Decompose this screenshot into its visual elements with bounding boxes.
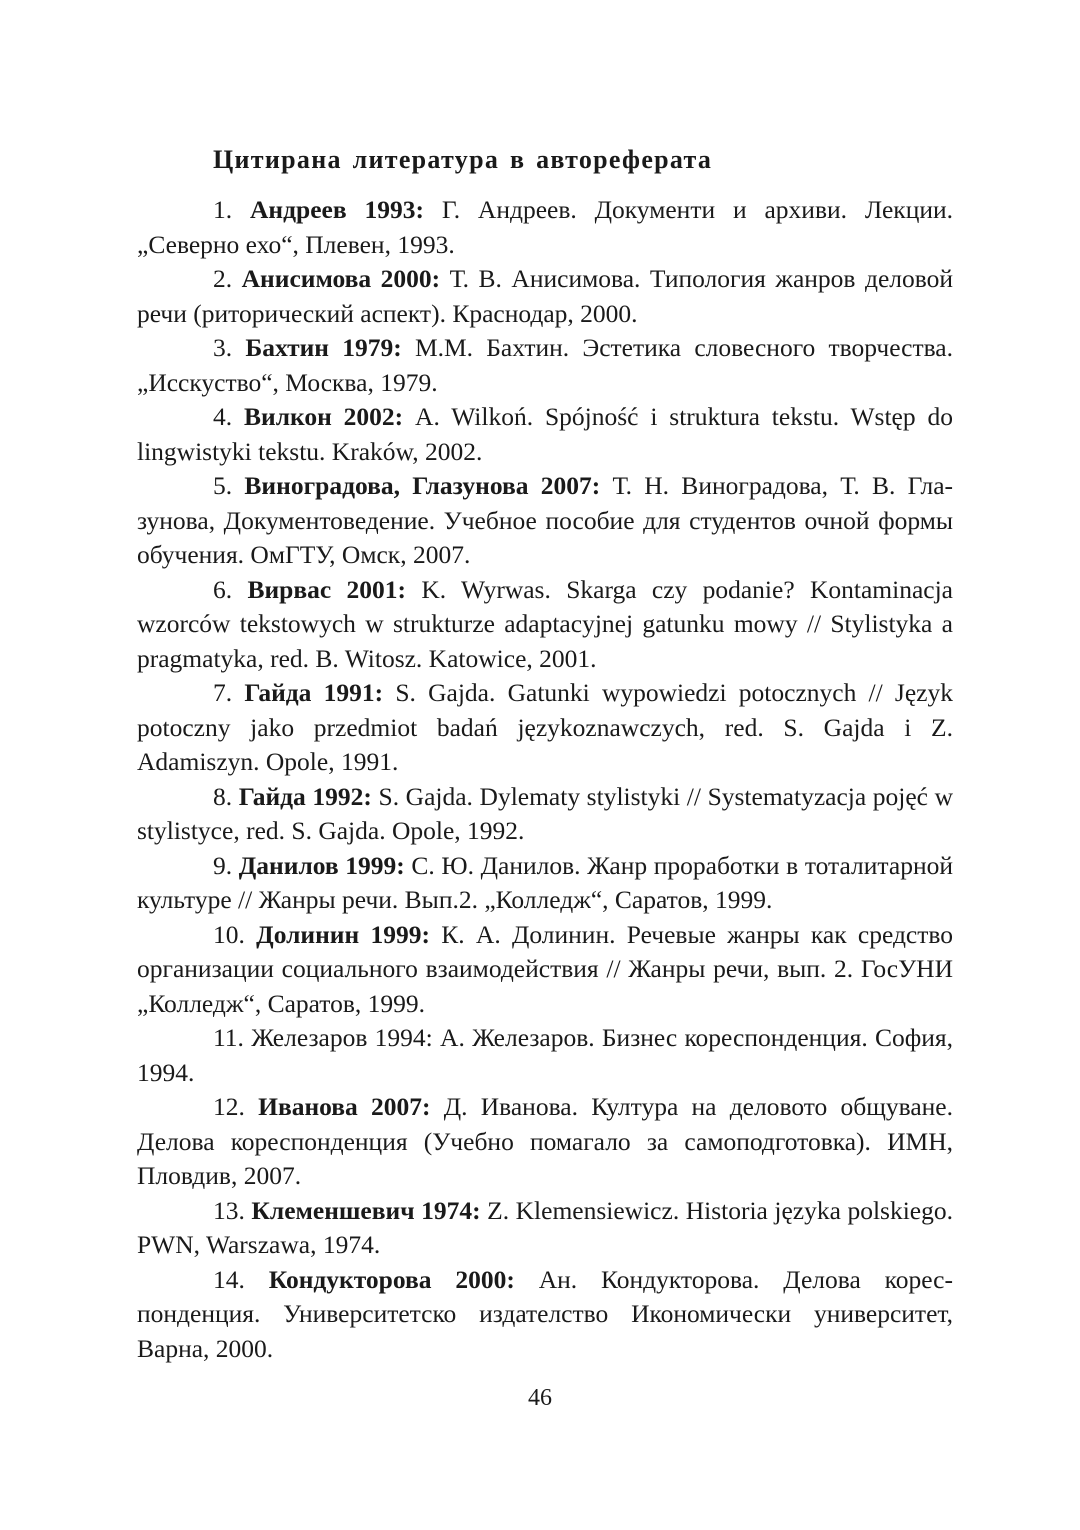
reference-text: Г. Андреев. Документи и архиви. Лекции. „Северно ехо“, Плевен, 1993.	[137, 195, 954, 259]
reference-number: 3.	[213, 333, 233, 362]
document-page	[137, 140, 953, 1366]
reference-number: 7.	[213, 678, 233, 707]
reference-list	[137, 193, 953, 1366]
page-number: 46	[528, 1385, 552, 1411]
reference-author: Анисимова 2000:	[241, 264, 441, 293]
reference-number: 4.	[213, 402, 233, 431]
reference-text: A. Wilkoń. Spójność i struktura tekstu. Wstęp do lingwistyki tekstu. Kraków, 2002.	[137, 402, 953, 466]
reference-author: Бахтин 1979:	[245, 333, 402, 362]
reference-number: 14.	[213, 1264, 245, 1294]
reference-item	[137, 780, 953, 849]
reference-text: K. Wyrwas. Skarga czy podanie? Kontaminacja wzorców tekstowych w strukturze adaptacyjnej gatunku mowy // Stylistyka a pragmatyka, red. B. Witosz. Katowice, 2001.	[137, 574, 954, 673]
reference-text: А. Железаров. Бизнес кореспонденция. София, 1994.	[137, 1023, 954, 1087]
reference-text: С. Ю. Данилов. Жанр проработки в тоталитарной культуре // Жанры речи. Вып.2. „Колледж“, Саратов, 1999.	[137, 850, 953, 914]
reference-author: Виноградова, Глазунова 2007:	[244, 471, 601, 500]
reference-item	[137, 262, 953, 331]
reference-author: Иванова 2007:	[258, 1092, 431, 1121]
reference-number: 11.	[213, 1023, 244, 1052]
reference-author: Вирвас 2001:	[247, 574, 407, 604]
reference-item	[137, 676, 953, 780]
section-heading: Цитирана литература в автореферата	[213, 145, 713, 174]
reference-author: Клеменшевич 1974:	[251, 1195, 481, 1225]
reference-text: К. А. Долинин. Речевые жанры как средство организации социального взаимодействия // Жанры речи, вып. 2. ГосУНИ „Колледж“, Саратов, 1999.	[137, 919, 954, 1018]
reference-item	[137, 918, 953, 1022]
reference-number: 6.	[213, 574, 233, 604]
reference-number: 8.	[213, 781, 233, 811]
reference-author: Гайда 1992:	[238, 781, 372, 811]
reference-number: 5.	[213, 471, 233, 500]
reference-text: Z. Klemensiewicz. Historia języka polskiego. PWN, Warszawa, 1974.	[137, 1195, 954, 1259]
reference-item	[137, 1090, 953, 1194]
reference-item	[137, 469, 953, 573]
reference-number: 12.	[213, 1092, 245, 1121]
reference-number: 10.	[213, 919, 245, 949]
reference-author: Долинин 1999:	[256, 919, 430, 949]
reference-item	[137, 193, 953, 262]
reference-text: S. Gajda. Dylematy stylistyki // Systematyzacja pojęć w stylistyce, red. S. Gajda. Opole, 1992.	[137, 781, 954, 845]
reference-item	[137, 1194, 953, 1263]
reference-item	[137, 331, 953, 400]
reference-author: Вилкон 2002:	[244, 402, 404, 431]
reference-number: 2.	[213, 264, 233, 293]
reference-text: Т. Н. Виноградова, Т. В. Глазунова, Документоведение. Учебное пособие для студентов очной формы обучения. ОмГТУ, Омск, 2007.	[137, 471, 954, 569]
reference-author: Кондукторова 2000:	[268, 1264, 515, 1294]
reference-author: Железаров 1994:	[251, 1023, 433, 1052]
reference-number: 13.	[213, 1195, 245, 1225]
reference-author: Данилов 1999:	[238, 850, 405, 880]
reference-text: Т. В. Анисимова. Типология жанров деловой речи (риторический аспект). Краснодар, 2000.	[137, 264, 954, 328]
reference-text: Ан. Кондукторова. Делова кореспонденция. Университетско издателство Икономически университет, Варна, 2000.	[137, 1264, 953, 1363]
reference-author: Андреев 1993:	[250, 195, 424, 224]
reference-item	[137, 1021, 953, 1090]
reference-number: 1.	[213, 195, 233, 224]
reference-item	[137, 849, 953, 918]
reference-item	[137, 573, 953, 677]
reference-author: Гайда 1991:	[244, 678, 384, 707]
reference-item	[137, 400, 953, 469]
reference-item	[137, 1263, 953, 1367]
reference-text: Д. Иванова. Култура на деловото общуване. Делова кореспонденция (Учебно помагало за самоподготовка). ИМН, Пловдив, 2007.	[137, 1092, 953, 1190]
reference-number: 9.	[213, 850, 233, 880]
reference-text: М.М. Бахтин. Эстетика словесного творчества. „Исскуство“, Москва, 1979.	[137, 333, 954, 397]
reference-text: S. Gajda. Gatunki wypowiedzi potocznych // Język potoczny jako przedmiot badań językoznawczych, red. S. Gajda i Z. Adamiszyn. Opole, 1991.	[137, 678, 953, 776]
